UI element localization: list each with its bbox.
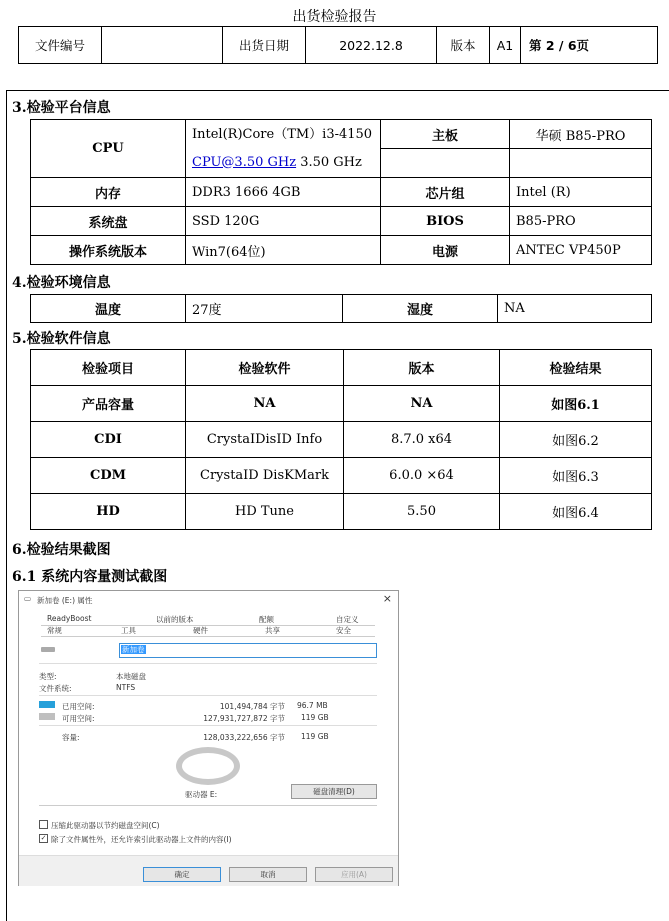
index-checkbox[interactable]: ✓	[40, 834, 47, 842]
psu-label: 电源	[381, 236, 510, 265]
close-icon[interactable]: ×	[382, 592, 392, 605]
table-row	[31, 494, 652, 530]
board-value: 华硕 B85-PRO	[510, 120, 652, 149]
free-label: 可用空间:	[62, 714, 95, 723]
table-cell: 如图6.4	[500, 494, 652, 530]
tab-readyboost[interactable]: ReadyBoost	[47, 614, 92, 623]
table-row	[31, 386, 652, 422]
table-header: 检验项目	[31, 350, 186, 386]
board-empty	[381, 149, 510, 178]
capacity-size: 119 GB	[301, 732, 329, 741]
humidity-label: 湿度	[343, 295, 498, 323]
free-size: 119 GB	[301, 713, 329, 722]
bios-value: B85-PRO	[510, 207, 652, 236]
cpu-freq	[192, 149, 380, 177]
drive-icon: ▭	[24, 594, 32, 603]
volume-name-text: 新加卷	[122, 645, 145, 654]
board-empty-value	[510, 149, 652, 178]
properties-dialog-screenshot	[18, 590, 399, 886]
chipset-value: Intel (R)	[510, 178, 652, 207]
software-table	[30, 349, 652, 530]
disk-drive-icon	[41, 647, 55, 652]
cpu-label: CPU	[31, 120, 186, 178]
used-size: 96.7 MB	[297, 701, 328, 710]
table-cell: 如图6.1	[500, 386, 652, 422]
table-cell: NA	[344, 386, 500, 422]
table-header: 版本	[344, 350, 500, 386]
table-cell: 如图6.2	[500, 422, 652, 458]
disk-usage-donut	[176, 747, 240, 785]
tab-customize[interactable]: 自定义	[336, 615, 359, 624]
cpu-freq-rest: 3.50 GHz	[296, 154, 362, 170]
section6-title: 6.检验结果截图	[12, 542, 111, 558]
table-header: 检验软件	[186, 350, 344, 386]
cpu-link[interactable]: CPU@3.50 GHz	[192, 154, 297, 170]
document-title: 出货检验报告	[292, 9, 377, 25]
table-row	[31, 422, 652, 458]
temp-label: 温度	[31, 295, 186, 323]
volume-name-input[interactable]	[119, 643, 377, 658]
table-cell: 如图6.3	[500, 458, 652, 494]
table-cell: NA	[186, 386, 344, 422]
os-value: Win7(64位)	[186, 236, 381, 265]
table-cell: CDI	[31, 422, 186, 458]
section3-title: 3.检验平台信息	[12, 100, 111, 116]
cpu-value	[186, 120, 381, 178]
filesystem-label: 文件系统:	[39, 684, 72, 693]
tab-general[interactable]: 常规	[47, 626, 62, 635]
cpu-model: Intel(R)Core（TM）i3-4150	[192, 126, 373, 142]
table-cell: 产品容量	[31, 386, 186, 422]
environment-table	[30, 294, 652, 323]
table-header: 检验结果	[500, 350, 652, 386]
section4-title: 4.检验环境信息	[12, 275, 111, 291]
separator	[39, 663, 377, 664]
used-bytes: 101,494,784 字节	[219, 702, 285, 711]
type-label: 类型:	[39, 672, 57, 681]
tab-quota[interactable]: 配额	[259, 615, 274, 624]
table-cell: 8.7.0 x64	[344, 422, 500, 458]
memory-label: 内存	[31, 178, 186, 207]
tab-hardware[interactable]: 硬件	[193, 626, 208, 635]
tabs-row2	[41, 625, 375, 637]
separator	[39, 805, 377, 806]
os-label: 操作系统版本	[31, 236, 186, 265]
tab-sharing[interactable]: 共享	[265, 626, 280, 635]
tab-security[interactable]: 安全	[336, 626, 351, 635]
separator	[39, 725, 377, 726]
disk-cleanup-button[interactable]: 磁盘清理(D)	[291, 784, 377, 799]
dialog-title: 新加卷 (E:) 属性	[37, 596, 93, 605]
apply-button[interactable]: 应用(A)	[315, 867, 393, 882]
humidity-value: NA	[498, 295, 652, 323]
system-disk-value: SSD 120G	[186, 207, 381, 236]
tab-tools[interactable]: 工具	[121, 626, 136, 635]
section6-1-title: 6.1 系统内容量测试截图	[12, 569, 168, 585]
table-cell: CrystaID DisKMark	[186, 458, 344, 494]
free-space-swatch	[39, 713, 55, 720]
memory-value: DDR3 1666 4GB	[186, 178, 381, 207]
table-row	[31, 458, 652, 494]
capacity-label: 容量:	[62, 733, 80, 742]
temp-value: 27度	[186, 295, 343, 323]
platform-table	[30, 119, 652, 265]
board-label: 主板	[381, 120, 510, 149]
version-value: A1	[490, 27, 521, 64]
table-cell: CrystaIDisID Info	[186, 422, 344, 458]
table-cell: HD Tune	[186, 494, 344, 530]
bios-label: BIOS	[381, 207, 510, 236]
table-cell: 5.50	[344, 494, 500, 530]
cancel-button[interactable]: 取消	[229, 867, 307, 882]
index-label: 除了文件属性外，还允许索引此驱动器上文件的内容(I)	[51, 835, 232, 844]
tab-previous-versions[interactable]: 以前的版本	[156, 615, 194, 624]
doc-no-value	[102, 27, 223, 64]
version-label: 版本	[437, 27, 490, 64]
type-value: 本地磁盘	[116, 672, 146, 681]
filesystem-value: NTFS	[116, 683, 136, 692]
section5-title: 5.检验软件信息	[12, 331, 111, 347]
header-table	[18, 26, 658, 64]
chipset-label: 芯片组	[381, 178, 510, 207]
table-cell: HD	[31, 494, 186, 530]
ship-date-label: 出货日期	[223, 27, 306, 64]
used-label: 已用空间:	[62, 702, 95, 711]
capacity-bytes: 128,033,222,656 字节	[203, 733, 285, 742]
table-cell: CDM	[31, 458, 186, 494]
system-disk-label: 系统盘	[31, 207, 186, 236]
psu-value: ANTEC VP450P	[510, 236, 652, 265]
table-cell: 6.0.0 ×64	[344, 458, 500, 494]
drive-label: 驱动器 E:	[185, 790, 218, 799]
used-space-swatch	[39, 701, 55, 708]
separator	[39, 695, 377, 696]
compress-checkbox[interactable]	[39, 820, 48, 829]
free-bytes: 127,931,727,872 字节	[203, 714, 285, 723]
compress-label: 压缩此驱动器以节约磁盘空间(C)	[51, 821, 160, 830]
ok-button[interactable]: 确定	[143, 867, 221, 882]
ship-date-value: 2022.12.8	[306, 27, 437, 64]
doc-no-label: 文件编号	[19, 27, 102, 64]
page-number: 第 2 / 6页	[521, 27, 658, 64]
